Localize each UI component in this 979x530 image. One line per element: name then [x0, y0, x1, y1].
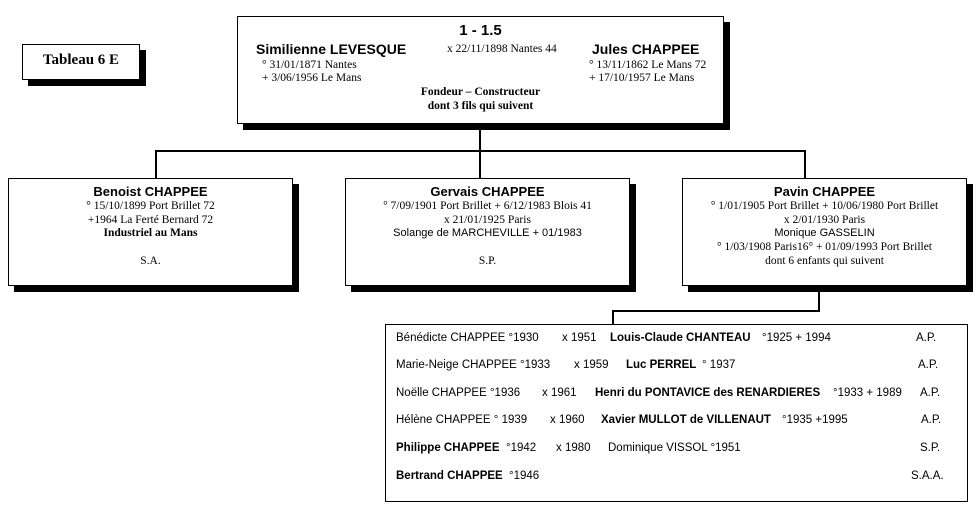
child-3-connector — [804, 150, 806, 178]
child-line-2: +1964 La Ferté Bernard 72 — [87, 214, 214, 226]
child-note: S.P. — [478, 255, 497, 267]
marriage-year: x 1959 — [574, 359, 609, 371]
marriage-year: x 1951 — [562, 332, 597, 344]
child-box-gervais — [345, 178, 630, 286]
grandchild-note: A.P. — [921, 414, 942, 426]
child-line-3: Industriel au Mans — [103, 227, 198, 239]
child-1-connector — [155, 150, 157, 178]
child-line-3: Solange de MARCHEVILLE + 01/1983 — [393, 227, 582, 239]
child-line-2: x 21/01/1925 Paris — [444, 214, 531, 226]
pavin-descendants-connector-h — [612, 310, 820, 312]
child-note: S.A. — [140, 255, 161, 267]
root-couple-box — [237, 16, 724, 124]
child-name: Pavin CHAPPEE — [773, 184, 876, 199]
child-line-2: x 2/01/1930 Paris — [783, 214, 866, 226]
child-box-benoist — [8, 178, 293, 286]
spouse-dates: °1925 + 1994 — [762, 332, 831, 344]
root-number: 1 - 1.5 — [459, 22, 502, 39]
tableau-label-box — [22, 44, 140, 80]
grandchild-note: A.P. — [918, 359, 939, 371]
spouse-a-birth: ° 31/01/1871 Nantes — [262, 59, 357, 71]
child-2-connector — [479, 150, 481, 178]
spouse-name: Henri du PONTAVICE des RENARDIERES — [595, 387, 821, 399]
grandchild-note: A.P. — [920, 387, 941, 399]
grandchild-name: Bénédicte CHAPPEE °1930 — [396, 332, 539, 344]
child-name: Gervais CHAPPEE — [430, 184, 545, 199]
child-box-pavin — [682, 178, 967, 286]
marriage-year: x 1960 — [550, 414, 585, 426]
root-connector-vertical — [479, 124, 481, 152]
child-line-5: dont 6 enfants qui suivent — [765, 255, 884, 267]
pavin-descendants-connector-v1 — [818, 286, 820, 312]
grandchild-row — [396, 359, 957, 375]
spouse-name: Xavier MULLOT de VILLENAUT — [601, 414, 771, 426]
grandchild-note: A.P. — [916, 332, 937, 344]
grandchild-row — [396, 442, 957, 458]
grandchild-dates: °1942 — [506, 442, 537, 454]
grandchild-name: Philippe CHAPPEE — [396, 442, 500, 454]
spouse-b-name: Jules CHAPPEE — [592, 41, 700, 57]
grandchild-row — [396, 387, 957, 403]
spouse-a-name: Similienne LEVESQUE — [256, 41, 407, 57]
marriage-year: x 1980 — [556, 442, 591, 454]
spouse-b-birth: ° 13/11/1862 Le Mans 72 — [589, 59, 707, 71]
grandchild-row — [396, 414, 957, 430]
spouse-dates: ° 1937 — [702, 359, 736, 371]
grandchild-name: Marie-Neige CHAPPEE °1933 — [396, 359, 551, 371]
spouse-name: Dominique VISSOL °1951 — [608, 442, 741, 454]
child-line-3: Monique GASSELIN — [774, 227, 875, 239]
spouse-name: Luc PERREL — [626, 359, 697, 371]
spouse-dates: °1933 + 1989 — [833, 387, 902, 399]
child-line-4: ° 1/03/1908 Paris16° + 01/09/1993 Port Brillet — [716, 241, 933, 253]
spouse-b-death: + 17/10/1957 Le Mans — [589, 72, 695, 84]
grandchildren-box — [385, 324, 968, 502]
grandchild-note: S.A.A. — [911, 470, 944, 482]
root-children-note: dont 3 fils qui suivent — [427, 100, 534, 112]
child-name: Benoist CHAPPEE — [93, 184, 208, 199]
root-occupation: Fondeur – Constructeur — [420, 86, 541, 98]
spouse-dates: °1935 +1995 — [782, 414, 848, 426]
grandchild-name: Bertrand CHAPPEE — [396, 470, 503, 482]
marriage-date: x 22/11/1898 Nantes 44 — [447, 43, 557, 55]
spouse-name: Louis-Claude CHANTEAU — [610, 332, 751, 344]
grandchild-name: Hélène CHAPPEE ° 1939 — [396, 414, 528, 426]
grandchild-row — [396, 332, 957, 348]
child-line-1: ° 7/09/1901 Port Brillet + 6/12/1983 Blois 41 — [383, 200, 592, 212]
marriage-year: x 1961 — [542, 387, 577, 399]
grandchild-row — [396, 470, 957, 486]
spouse-a-death: + 3/06/1956 Le Mans — [262, 72, 362, 84]
child-line-1: ° 15/10/1899 Port Brillet 72 — [86, 200, 215, 212]
pavin-descendants-connector-v2 — [612, 310, 614, 324]
grandchild-note: S.P. — [920, 442, 941, 454]
child-line-1: ° 1/01/1905 Port Brillet + 10/06/1980 Port Brillet — [710, 200, 939, 212]
grandchild-name: Noëlle CHAPPEE °1936 — [396, 387, 521, 399]
tableau-label: Tableau 6 E — [42, 52, 120, 68]
grandchild-dates: °1946 — [509, 470, 540, 482]
